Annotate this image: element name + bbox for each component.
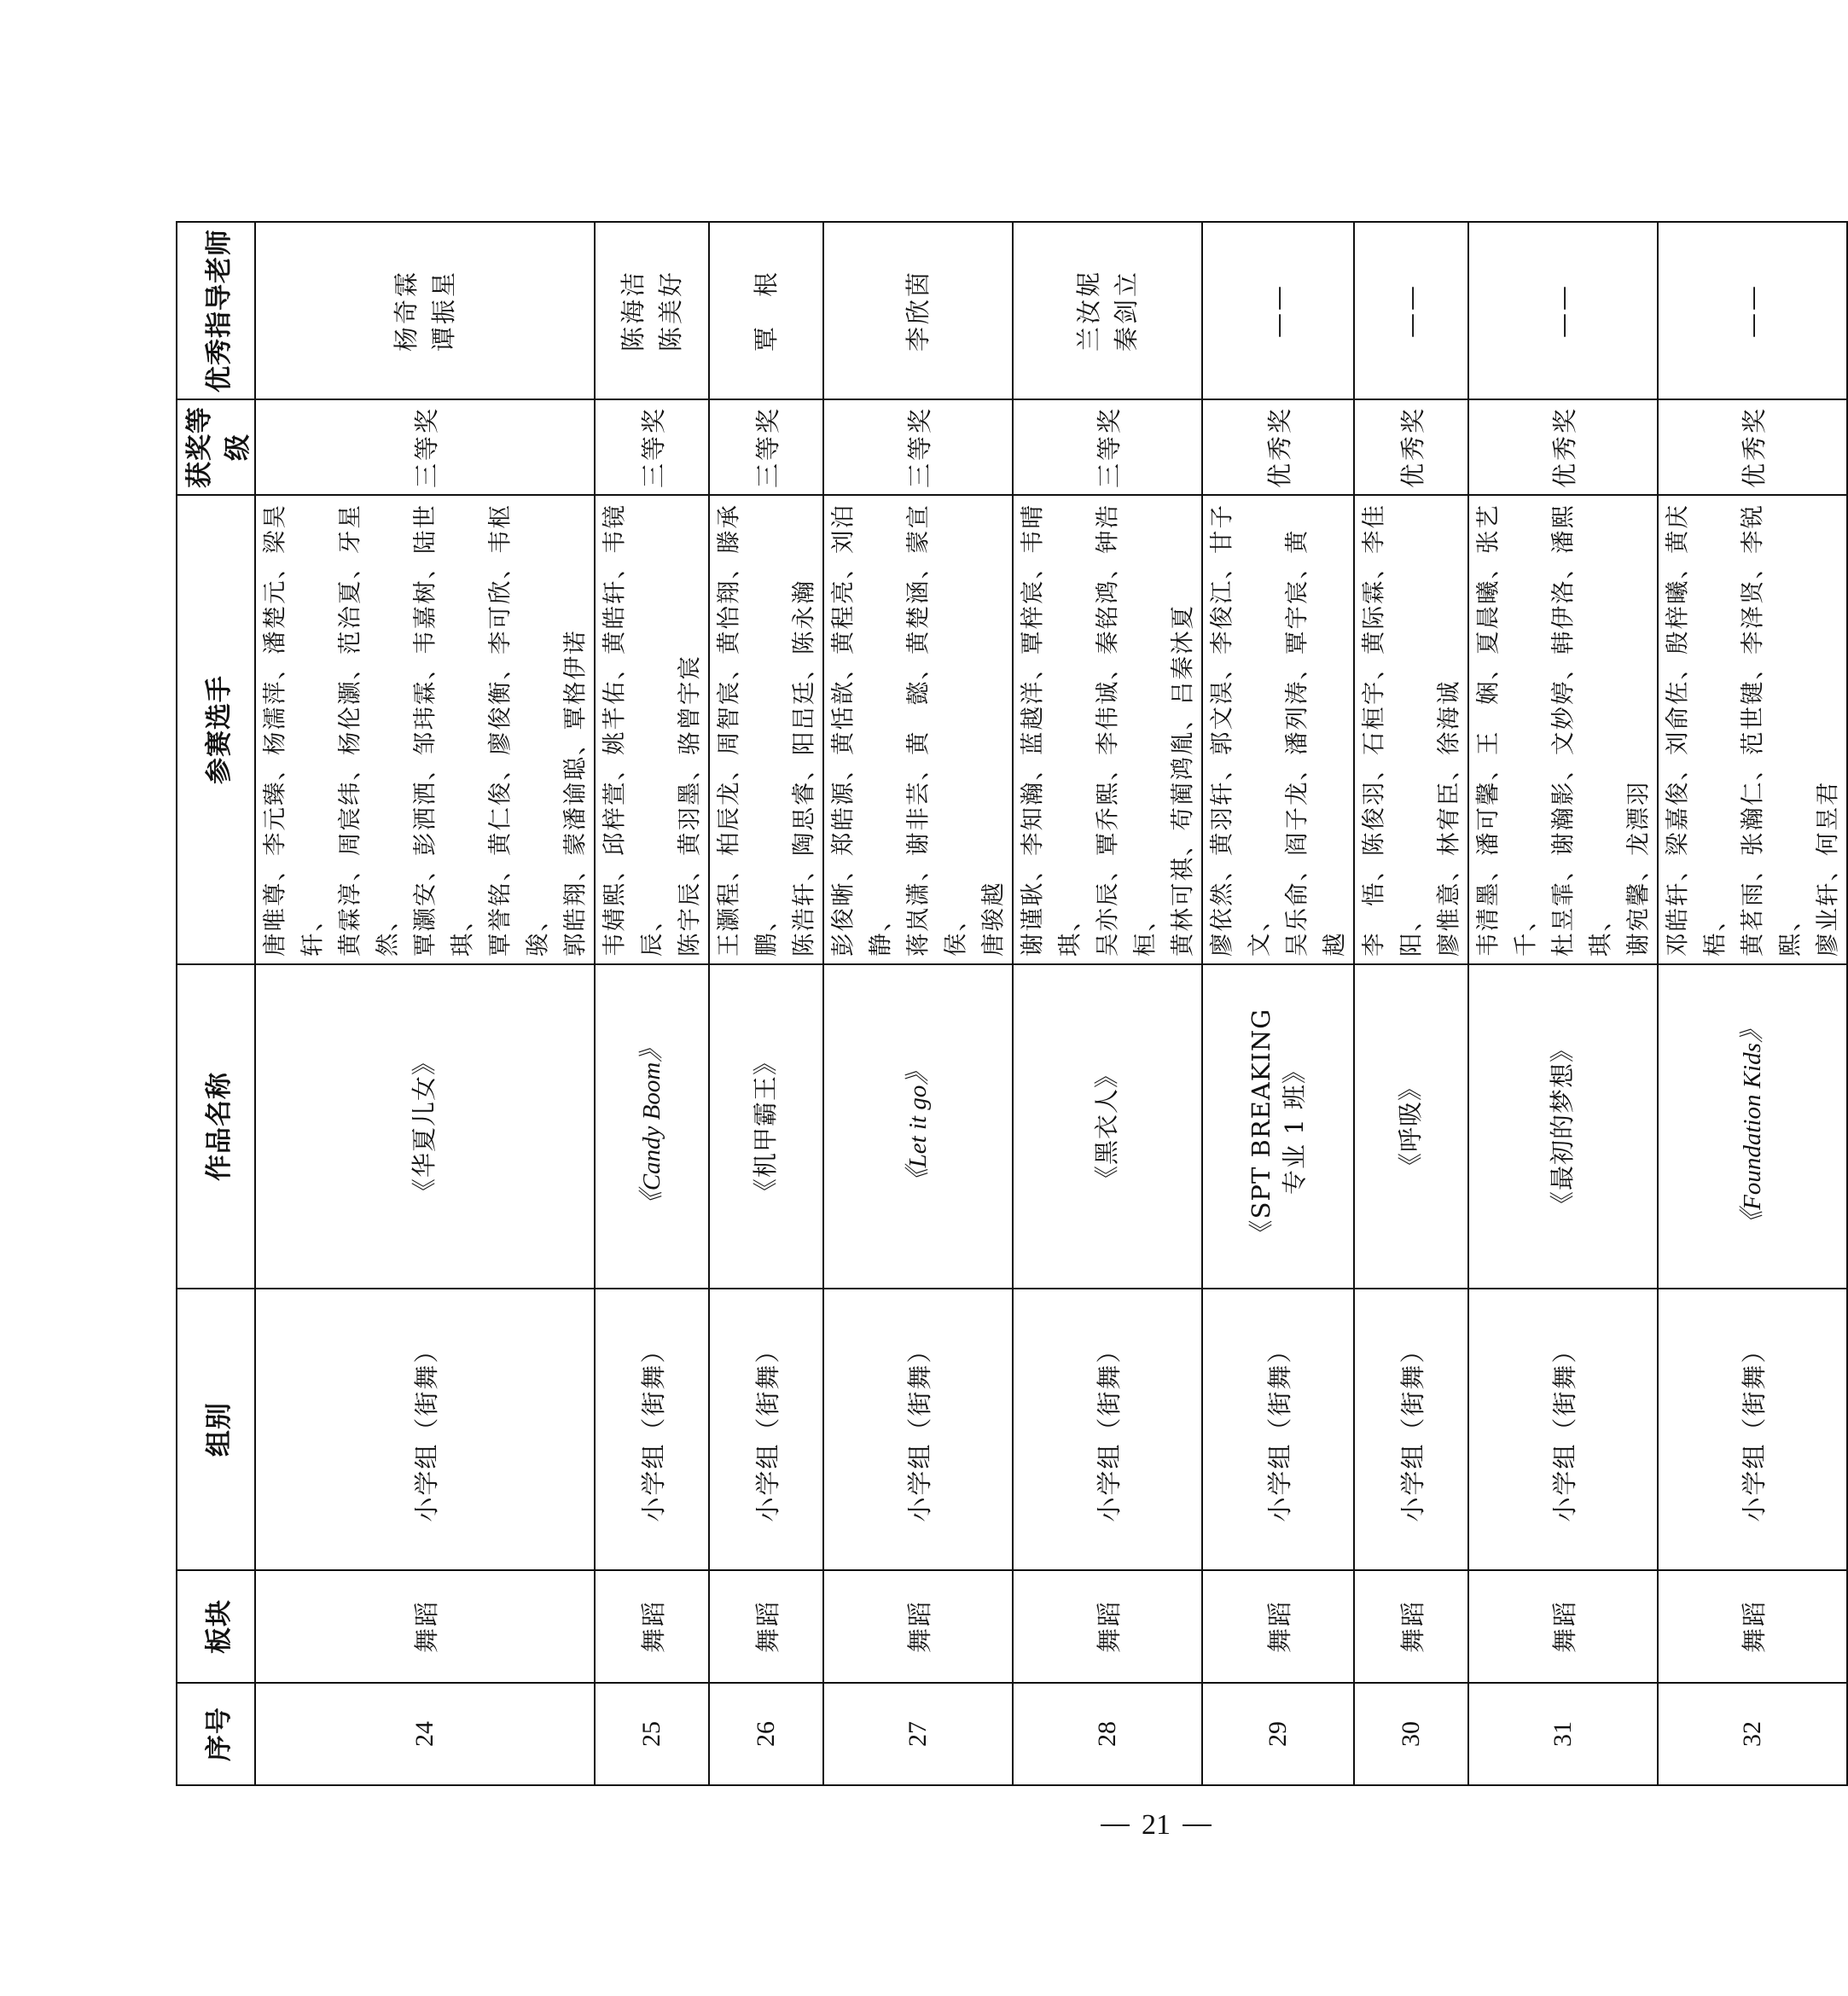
teacher-name: 陈美好 [656,270,685,352]
header-award: 获奖等级 [177,399,255,495]
cell-group: 小学组（街舞） [1468,1289,1658,1570]
cell-seq: 29 [1202,1683,1354,1785]
cell-group: 小学组（街舞） [823,1289,1013,1570]
player-line: 杜昱霏、谢瀚影、文妙婷、韩伊洛、潘熙琪、 [1549,503,1614,957]
player-line: 唐唯尊、李元臻、杨濡萍、潘楚元、梁昊轩、 [261,503,326,957]
cell-teachers [823,222,1013,399]
header-work: 作品名称 [177,964,255,1289]
teacher-name: 李欣茵 [904,270,933,352]
cell-players [823,495,1013,964]
header-players: 参赛选手 [177,495,255,964]
cell-teachers [595,222,709,399]
player-line: 郭皓翔、蒙潘谕聪、覃格伊诺 [561,629,589,957]
awards-table [176,221,1848,1786]
work-title: 《Let it go》 [904,1060,932,1193]
cell-group: 小学组（街舞） [595,1289,709,1570]
teacher-name: 杨奇霖 [392,270,421,352]
table-header-row [177,222,255,1785]
teacher-name: 谭振星 [429,270,458,352]
player-line: 谢谨耿、李知瀚、蓝越洋、覃梓宸、韦晴琪、 [1019,503,1084,957]
cell-category: 舞蹈 [1658,1570,1847,1683]
table-row [1354,222,1468,1785]
table-row [1468,222,1658,1785]
work-title-line: 专业 1 班》 [1280,1058,1309,1195]
work-title: 《Foundation Kids》 [1738,1018,1766,1235]
table-wrapper [176,223,1841,1786]
cell-players [1202,495,1354,964]
teacher-name: 覃 根 [752,270,781,352]
dash-decoration [1183,1824,1212,1826]
table-row [1658,222,1847,1785]
player-line: 陈宇辰、黄羽墨、骆曾宇宸 [676,655,703,957]
cell-category: 舞蹈 [1468,1570,1658,1683]
cell-award: 优秀奖 [1468,399,1658,495]
cell-seq: 25 [595,1683,709,1785]
cell-players [1354,495,1468,964]
cell-award: 优秀奖 [1354,399,1468,495]
rotated-page-frame [176,223,1841,1786]
dash-decoration [1101,1824,1130,1826]
cell-category: 舞蹈 [1202,1570,1354,1683]
cell-group: 小学组（街舞） [1013,1289,1202,1570]
cell-players [709,495,823,964]
page-number [1101,1809,1212,1842]
cell-seq: 28 [1013,1683,1202,1785]
cell-award: 三等奖 [255,399,595,495]
cell-category: 舞蹈 [1354,1570,1468,1683]
cell-work [595,964,709,1289]
cell-teachers: —— [1354,222,1468,399]
table-row [1202,222,1354,1785]
cell-category: 舞蹈 [1013,1570,1202,1683]
cell-seq: 30 [1354,1683,1468,1785]
cell-teachers [709,222,823,399]
cell-category: 舞蹈 [823,1570,1013,1683]
player-line: 廖依然、黄羽轩、郭文淏、李俊江、甘子文、 [1208,503,1273,957]
teacher-name: 兰汝妮 [1074,270,1103,352]
cell-group: 小学组（街舞） [1354,1289,1468,1570]
table-row [709,222,823,1785]
cell-award: 优秀奖 [1658,399,1847,495]
player-line: 吴乐俞、阎子龙、潘列涛、覃宇宸、黄 越 [1283,503,1348,957]
cell-players [1658,495,1847,964]
cell-award: 三等奖 [595,399,709,495]
header-teachers: 优秀指导老师 [177,222,255,399]
cell-work [823,964,1013,1289]
cell-teachers: —— [1202,222,1354,399]
cell-seq: 27 [823,1683,1013,1785]
cell-players [1013,495,1202,964]
player-line: 韦婧熙、邱梓萱、姚芊佑、黄皓轩、韦镜辰、 [601,503,665,957]
table-row [255,222,595,1785]
header-category: 板块 [177,1570,255,1683]
cell-players [1468,495,1658,964]
work-title: 《Candy Boom》 [637,1037,665,1216]
cell-players [595,495,709,964]
work-title-line: 《SPT BREAKING [1246,1008,1276,1245]
cell-teachers: —— [1468,222,1658,399]
player-line: 王灏程、柏辰龙、周智宸、黄怡翔、滕承鹏、 [715,503,780,957]
player-line: 吴亦辰、覃乔熙、李伟诚、秦铭鸿、钟浩桓、 [1094,503,1159,957]
teacher-name: 陈海洁 [619,270,648,352]
cell-seq: 26 [709,1683,823,1785]
player-line: 廖惟意、林宥臣、徐海诚 [1435,679,1462,957]
cell-award: 优秀奖 [1202,399,1354,495]
player-line: 韦清墨、潘可馨、王 娴、夏晨曦、张艺千、 [1474,503,1539,957]
table-row [595,222,709,1785]
player-line: 覃灏安、彭洒洒、邹玮霖、韦嘉树、陆世琪、 [411,503,476,957]
cell-category: 舞蹈 [255,1570,595,1683]
cell-category: 舞蹈 [709,1570,823,1683]
cell-work: 《机甲霸王》 [709,964,823,1289]
cell-work: 《最初的梦想》 [1468,964,1658,1289]
player-line: 邓皓轩、梁嘉俊、刘俞佐、殷梓曦、黄庆梧、 [1664,503,1729,957]
player-line: 陈浩轩、陶思睿、阳旵廷、陈永瀚 [790,579,817,957]
cell-group: 小学组（街舞） [1658,1289,1847,1570]
cell-teachers: —— [1658,222,1847,399]
cell-award: 三等奖 [1013,399,1202,495]
cell-seq: 31 [1468,1683,1658,1785]
player-line: 黄霖淳、周宸纬、杨伦灏、范治夏、牙星然、 [336,503,401,957]
player-line: 黄茗雨、张瀚仁、范世键、李泽贤、李锐熙、 [1739,503,1804,957]
cell-group: 小学组（街舞） [709,1289,823,1570]
header-seq: 序号 [177,1683,255,1785]
header-group: 组别 [177,1289,255,1570]
cell-group: 小学组（街舞） [1202,1289,1354,1570]
cell-category: 舞蹈 [595,1570,709,1683]
cell-work: 《黑衣人》 [1013,964,1202,1289]
cell-group: 小学组（街舞） [255,1289,595,1570]
cell-work: 《呼吸》 [1354,964,1468,1289]
cell-work: 《华夏儿女》 [255,964,595,1289]
table-row [823,222,1013,1785]
cell-seq: 32 [1658,1683,1847,1785]
player-line: 李 悟、陈俊羽、石桓宇、黄际霖、李佳阳、 [1360,503,1425,957]
teacher-name: 秦剑立 [1112,270,1141,352]
page-number-text: 21 [1142,1809,1171,1841]
player-line: 彭俊晰、郑皓源、黄恬歆、黄程亮、刘泊静、 [829,503,894,957]
player-line: 廖业轩、何昱君 [1814,780,1841,957]
cell-award: 三等奖 [823,399,1013,495]
cell-seq: 24 [255,1683,595,1785]
cell-teachers [1013,222,1202,399]
cell-work [1202,964,1354,1289]
cell-work [1658,964,1847,1289]
player-line: 黄林可祺、苟蔺鸿胤、吕秦沐夏 [1169,604,1196,957]
player-line: 蒋岚潇、谢非芸、黄 懿、黄楚涵、蒙宣侯、 [904,503,969,957]
cell-teachers [255,222,595,399]
player-line: 覃誉铭、黄仁俊、廖俊衡、李可欣、韦枢骏、 [486,503,551,957]
cell-award: 三等奖 [709,399,823,495]
player-line: 唐骏越 [979,881,1007,957]
table-row [1013,222,1202,1785]
cell-players [255,495,595,964]
player-line: 谢宛馨、龙漂羽 [1624,780,1652,957]
